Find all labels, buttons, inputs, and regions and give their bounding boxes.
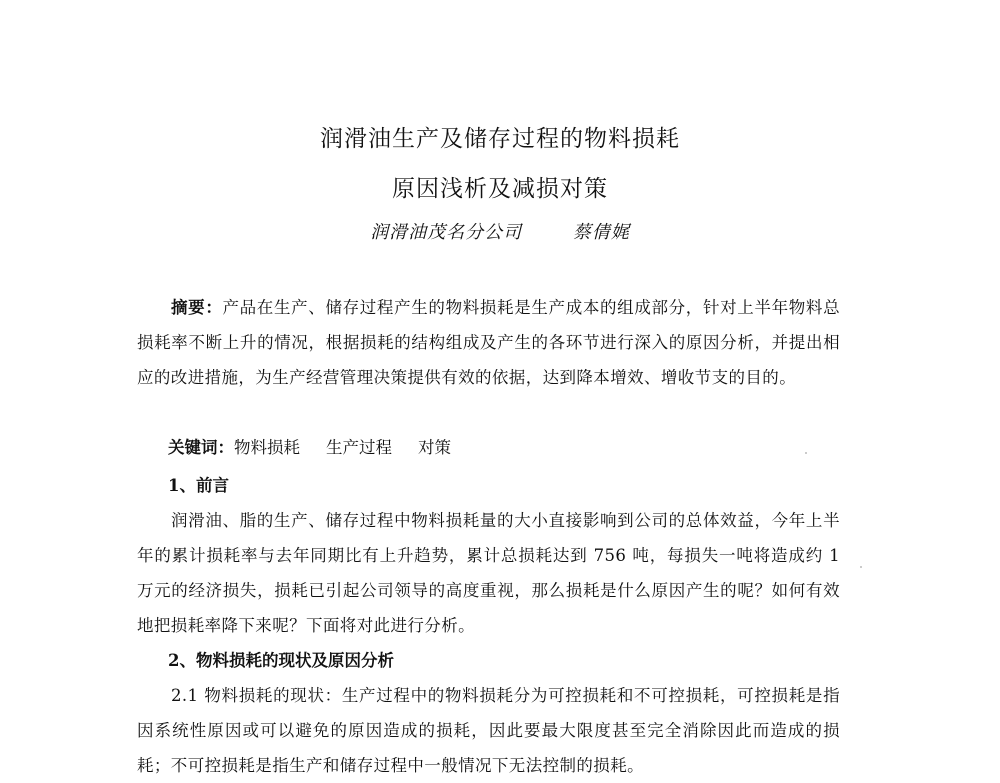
scan-speck (860, 566, 862, 568)
paper-title-line-2: 原因浅析及减损对策 (392, 176, 608, 202)
author-organization: 润滑油茂名分公司 (370, 222, 523, 243)
keyword: 生产过程 (326, 438, 392, 457)
scan-speck (805, 452, 807, 454)
abstract-text: 产品在生产、储存过程产生的物料损耗是生产成本的组成部分，针对上半年物料总损耗率不断上升的情况，根据损耗的结构组成及产生的各环节进行深入的原因分析，并提出相应的改进措施，为生产经营管理决策提供有效的依据，达到降本增效、增收节支的目的。 (137, 298, 840, 387)
abstract (137, 290, 840, 395)
keyword: 对策 (418, 438, 451, 457)
abstract-label: 摘要： (171, 298, 223, 317)
keyword: 物料损耗 (234, 438, 300, 457)
section-1-paragraph: 润滑油、脂的生产、储存过程中物料损耗量的大小直接影响到公司的总体效益，今年上半年的累计损耗率与去年同期比有上升趋势，累计总损耗达到 756 吨，每损失一吨将造成约 1 万元的经济损失，损耗已引起公司领导的高度重视，那么损耗是什么原因产生的呢？如何有效地把损耗率降下来呢？下面将对此进行分析。 (137, 511, 840, 635)
section-heading-1: 1、前言 (168, 476, 229, 495)
paper-title-line-1: 润滑油生产及储存过程的物料损耗 (320, 126, 680, 152)
byline (0, 218, 1000, 244)
section-2-paragraph: 2.1 物料损耗的现状：生产过程中的物料损耗分为可控损耗和不可控损耗，可控损耗是指因系统性原因或可以避免的原因造成的损耗，因此要最大限度甚至完全消除因此而造成的损耗；不可控损耗是指生产和储存过程中一般情况下无法控制的损耗。 (137, 686, 840, 775)
keywords-label: 关键词： (168, 438, 234, 457)
author-name: 蔡倩娓 (572, 222, 630, 243)
keywords (168, 430, 477, 465)
section-heading-2: 2、物料损耗的现状及原因分析 (168, 651, 394, 670)
